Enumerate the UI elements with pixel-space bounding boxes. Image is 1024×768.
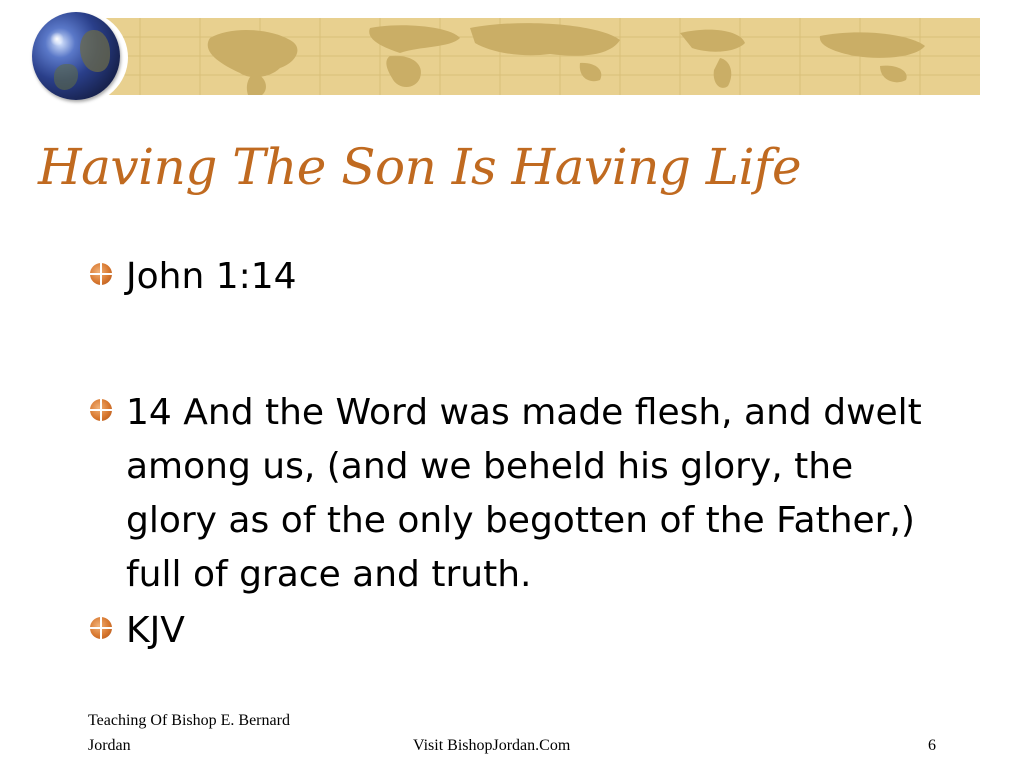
- bullet-text: KJV: [126, 610, 185, 651]
- world-map-graphic: [80, 18, 980, 95]
- page-number: 6: [928, 737, 936, 754]
- bullet-text: John 1:14: [126, 256, 297, 297]
- bullet-item: [88, 250, 948, 304]
- orange-bullet-icon: [90, 399, 112, 421]
- globe-icon: [32, 12, 120, 100]
- bullet-item: [88, 604, 948, 658]
- globe-land: [80, 30, 110, 72]
- orange-bullet-icon: [90, 617, 112, 639]
- footer-website-link[interactable]: Visit BishopJordan.Com: [413, 737, 571, 754]
- slide-title: Having The Son Is Having Life: [38, 138, 802, 196]
- globe-highlight: [50, 32, 64, 46]
- orange-bullet-icon: [90, 263, 112, 285]
- bullet-item: [88, 386, 948, 602]
- bullet-list: [88, 250, 948, 658]
- globe-land: [54, 64, 78, 90]
- world-map-banner: [80, 18, 980, 95]
- footer-author: Teaching Of Bishop E. Bernard Jordan: [88, 712, 290, 754]
- bullet-text: 14 And the Word was made flesh, and dwelt among us, (and we beheld his glory, the glory as of the only begotten of the Father,) full of grace and truth.: [126, 392, 922, 595]
